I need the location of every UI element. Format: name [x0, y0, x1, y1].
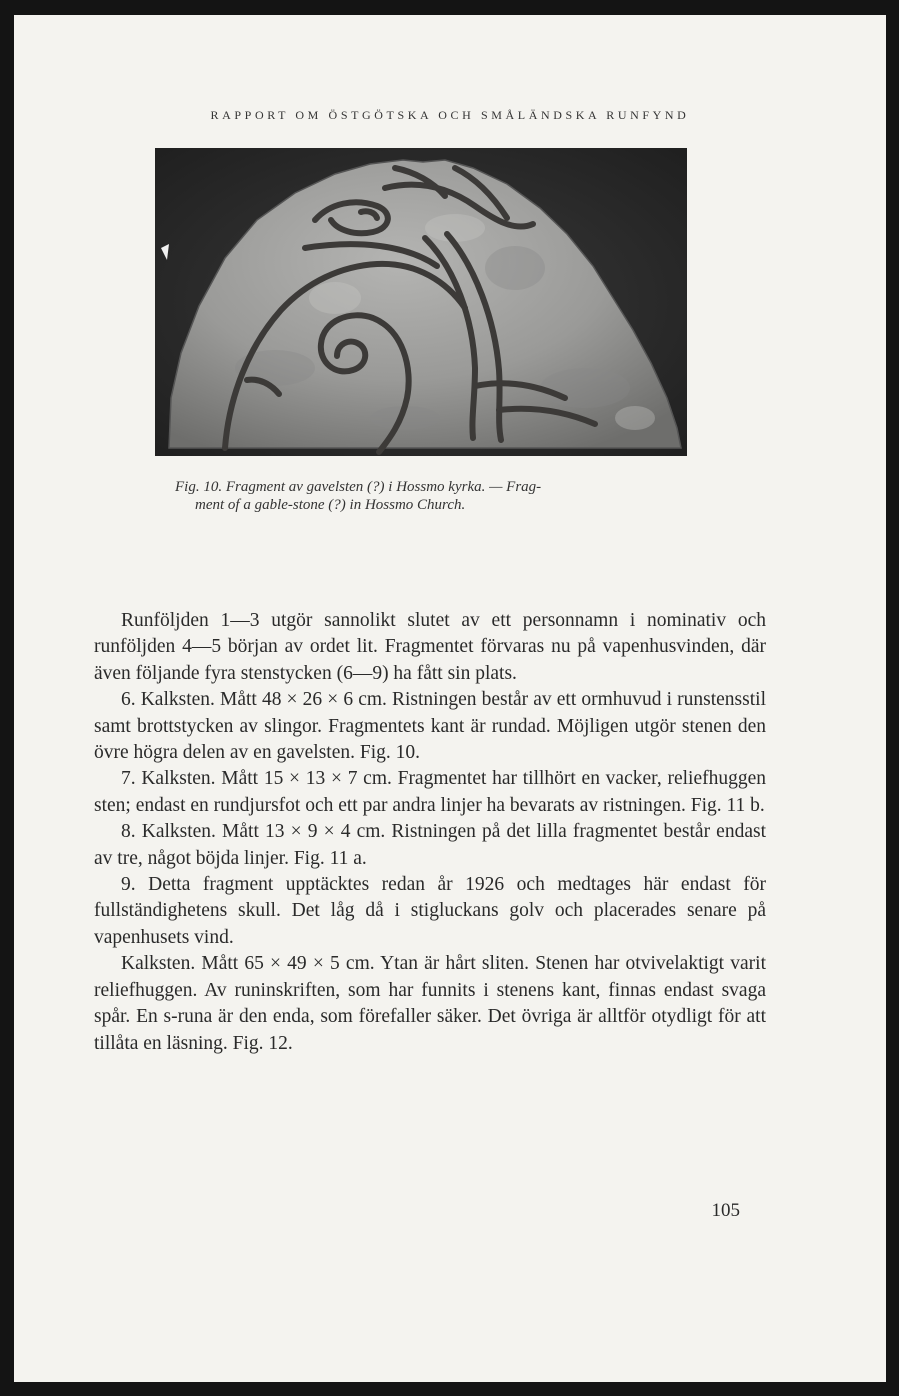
caption-line-1: Fig. 10. Fragment av gavelsten (?) i Hossmo kyrka. — Frag- [175, 479, 542, 495]
caption-line-2: ment of a gable-stone (?) in Hossmo Church. [195, 497, 466, 513]
paragraph: 9. Detta fragment upptäcktes redan år 1926 och medtages här endast för fullständighetens skull. Det låg då i stigluckans golv och placerades senare på vapenhusets vind. [94, 874, 766, 948]
body-text [94, 608, 766, 1057]
figure-caption [175, 478, 691, 514]
paragraph: 7. Kalksten. Mått 15 × 13 × 7 cm. Fragmentet har tillhört en vacker, reliefhuggen sten; endast en rundjursfot och ett par andra linjer ha bevarats av ristningen. Fig. 11 b. [94, 768, 766, 816]
figure-photo [155, 148, 687, 456]
paragraph: Kalksten. Mått 65 × 49 × 5 cm. Ytan är hårt sliten. Stenen har otvivelaktigt varit reliefhuggen. Av runinskriften, som har funnits i stenens kant, finnas endast svaga spår. En s-runa är den enda, som förefaller säker. Det övriga är alltför otydligt för att tillåta en läsning. Fig. 12. [94, 953, 766, 1054]
running-head: RAPPORT OM ÖSTGÖTSKA OCH SMÅLÄNDSKA RUNFYND [210, 108, 690, 122]
page-number: 105 [711, 1200, 740, 1221]
paragraph: 6. Kalksten. Mått 48 × 26 × 6 cm. Ristningen består av ett ormhuvud i runstensstil samt brottstycken av slingor. Fragmentets kant är rundad. Möjligen utgör stenen den övre högra delen av en gavelsten. Fig. 10. [94, 689, 766, 764]
rune-stone-fragment-photo-icon [155, 148, 687, 456]
paragraph: Runföljden 1—3 utgör sannolikt slutet av ett personnamn i nominativ och runföljden 4—5 början av ordet lit. Fragmentet förvaras nu på vapenhusvinden, där även följande fyra stenstycken (6—9) ha fått sin plats. [94, 610, 766, 684]
book-page [14, 15, 886, 1382]
paragraph: 8. Kalksten. Mått 13 × 9 × 4 cm. Ristningen på det lilla fragmentet består endast av tre, något böjda linjer. Fig. 11 a. [94, 821, 766, 869]
